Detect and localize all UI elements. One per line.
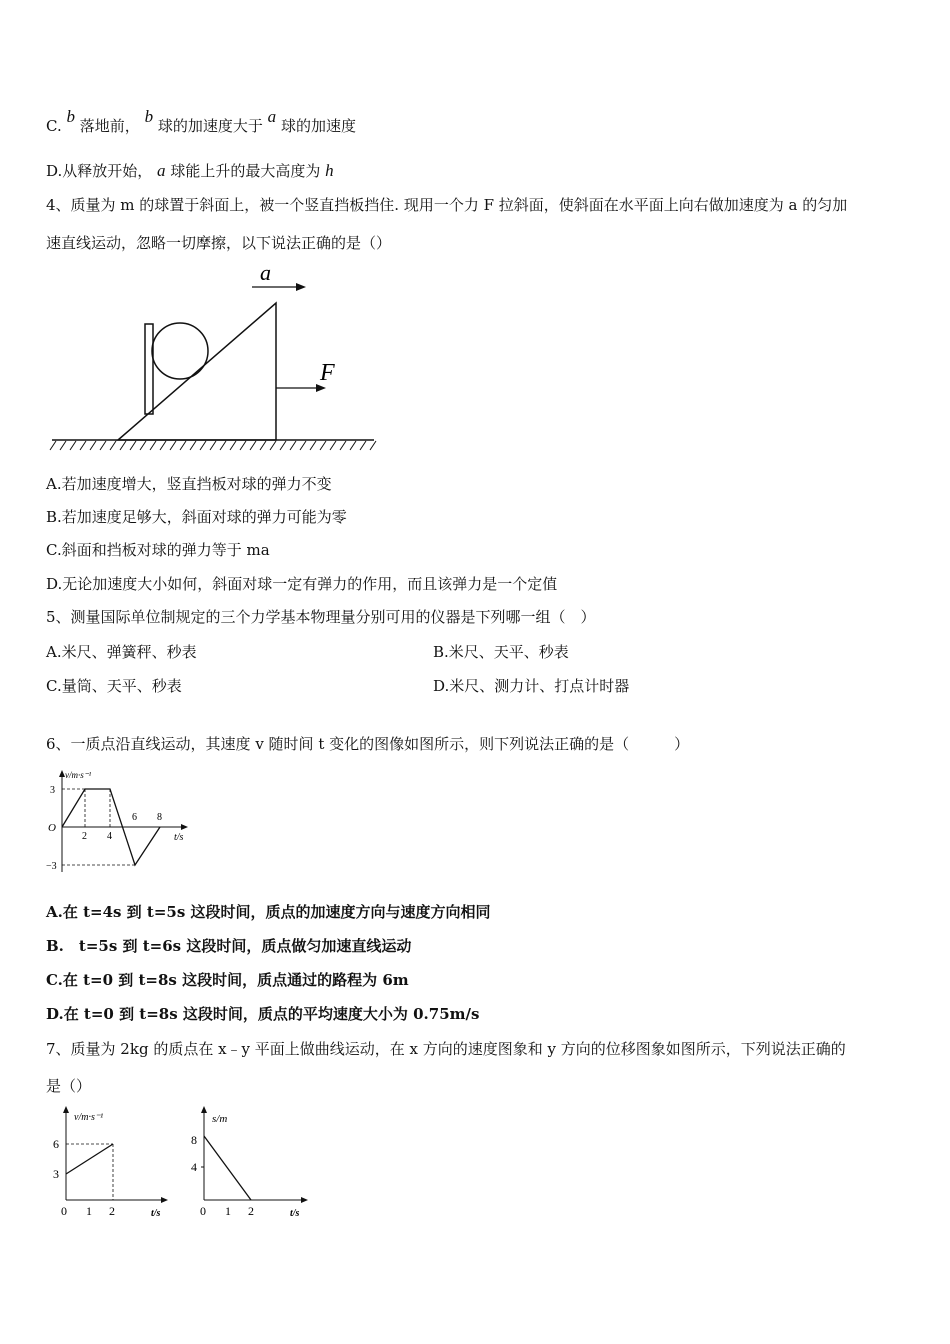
q6-stem: 6、一质点沿直线运动，其速度 v 随时间 t 变化的图像如图所示，则下列说法正确的是（ ） — [46, 735, 690, 753]
variable-h: h — [325, 161, 334, 180]
incline-wedge — [118, 303, 276, 440]
ground-hatching — [50, 441, 376, 450]
variable-b: b — [66, 107, 75, 126]
variable-b: b — [144, 107, 154, 126]
x-axis-label: t/s — [290, 1208, 300, 1219]
q7-displacement-graph — [188, 1104, 318, 1220]
velocity-line — [66, 1144, 113, 1174]
q7-velocity-graph — [44, 1104, 174, 1220]
q7-stem-line1: 7、质量为 2kg 的质点在 x﹣y 平面上做曲线运动，在 x 方向的速度图象和 y 方向的位移图象如图所示，下列说法正确的 — [46, 1040, 846, 1058]
x-tick-6: 6 — [132, 812, 137, 823]
acceleration-arrowhead — [296, 283, 306, 291]
x-tick-0: 0 — [200, 1204, 206, 1218]
x-tick-2: 2 — [82, 831, 87, 842]
x-tick-2: 2 — [248, 1204, 254, 1218]
q5-stem: 5、测量国际单位制规定的三个力学基本物理量分别可用的仪器是下列哪一组（ ） — [46, 608, 596, 626]
y-tick-6: 6 — [53, 1137, 59, 1151]
variable-a: a — [267, 107, 277, 126]
vertical-board — [145, 324, 153, 414]
x-tick-8: 8 — [157, 812, 162, 823]
q4-incline-figure — [46, 258, 386, 458]
y-tick-8: 8 — [191, 1133, 197, 1147]
q6-option-c: C.在 t=0 到 t=8s 这段时间，质点通过的路程为 6m — [46, 971, 409, 989]
y-tick-4: 4 — [191, 1160, 197, 1174]
acceleration-label: a — [260, 260, 271, 285]
y-tick-3: 3 — [50, 785, 55, 796]
q6-option-b: B. t=5s 到 t=6s 这段时间，质点做匀加速直线运动 — [46, 937, 412, 955]
q5-option-b: B.米尺、天平、秒表 — [433, 643, 569, 661]
option-text: 球的加速度大于 — [157, 117, 263, 135]
x-axis-label: t/s — [151, 1208, 161, 1219]
q4-stem-line2: 速直线运动，忽略一切摩擦，以下说法正确的是（） — [46, 234, 392, 252]
x-tick-1: 1 — [86, 1204, 92, 1218]
q7-stem-line2: 是（） — [46, 1077, 92, 1095]
q4-option-b: B.若加速度足够大，斜面对球的弹力可能为零 — [46, 508, 347, 526]
q5-option-a: A.米尺、弹簧秤、秒表 — [46, 643, 197, 661]
q5-option-c: C.量筒、天平、秒表 — [46, 677, 182, 695]
q4-option-c: C.斜面和挡板对球的弹力等于 ma — [46, 541, 270, 559]
option-text: 球能上升的最大高度为 — [170, 162, 321, 180]
force-label: F — [320, 360, 335, 386]
displacement-line — [204, 1136, 251, 1200]
q6-option-a: A.在 t=4s 到 t=5s 这段时间，质点的加速度方向与速度方向相同 — [46, 903, 491, 921]
x-axis-label: t/s — [174, 832, 184, 843]
origin-label: O — [48, 822, 56, 834]
q4-option-a: A.若加速度增大，竖直挡板对球的弹力不变 — [46, 475, 332, 493]
x-tick-4: 4 — [107, 831, 112, 842]
option-prefix: D.从释放开始， — [46, 162, 153, 180]
q3-option-c — [46, 107, 356, 136]
option-prefix: C. — [46, 117, 62, 135]
x-tick-2: 2 — [109, 1204, 115, 1218]
x-tick-0: 0 — [61, 1204, 67, 1218]
q4-stem-line1: 4、质量为 m 的球置于斜面上，被一个竖直挡板挡住. 现用一个力 F 拉斜面，使斜面在水平面上向右做加速度为 a 的匀加 — [46, 196, 848, 214]
variable-a: a — [157, 161, 166, 180]
y-axis-label: v/m·s⁻¹ — [74, 1112, 104, 1123]
option-text: 落地前， — [79, 117, 140, 135]
q6-option-d: D.在 t=0 到 t=8s 这段时间，质点的平均速度大小为 0.75m/s — [46, 1005, 480, 1023]
y-tick-3: 3 — [53, 1167, 59, 1181]
y-axis-label: v/m·s⁻¹ — [65, 770, 92, 780]
option-text: 球的加速度 — [280, 117, 356, 135]
y-tick-neg3: −3 — [46, 861, 57, 872]
x-tick-1: 1 — [225, 1204, 231, 1218]
q5-option-d: D.米尺、测力计、打点计时器 — [433, 677, 630, 695]
y-axis-label: s/m — [212, 1113, 228, 1125]
q4-option-d: D.无论加速度大小如何，斜面对球一定有弹力的作用，而且该弹力是一个定值 — [46, 575, 558, 593]
ball — [152, 323, 208, 379]
q6-velocity-graph — [44, 768, 204, 878]
q3-option-d — [46, 160, 334, 181]
